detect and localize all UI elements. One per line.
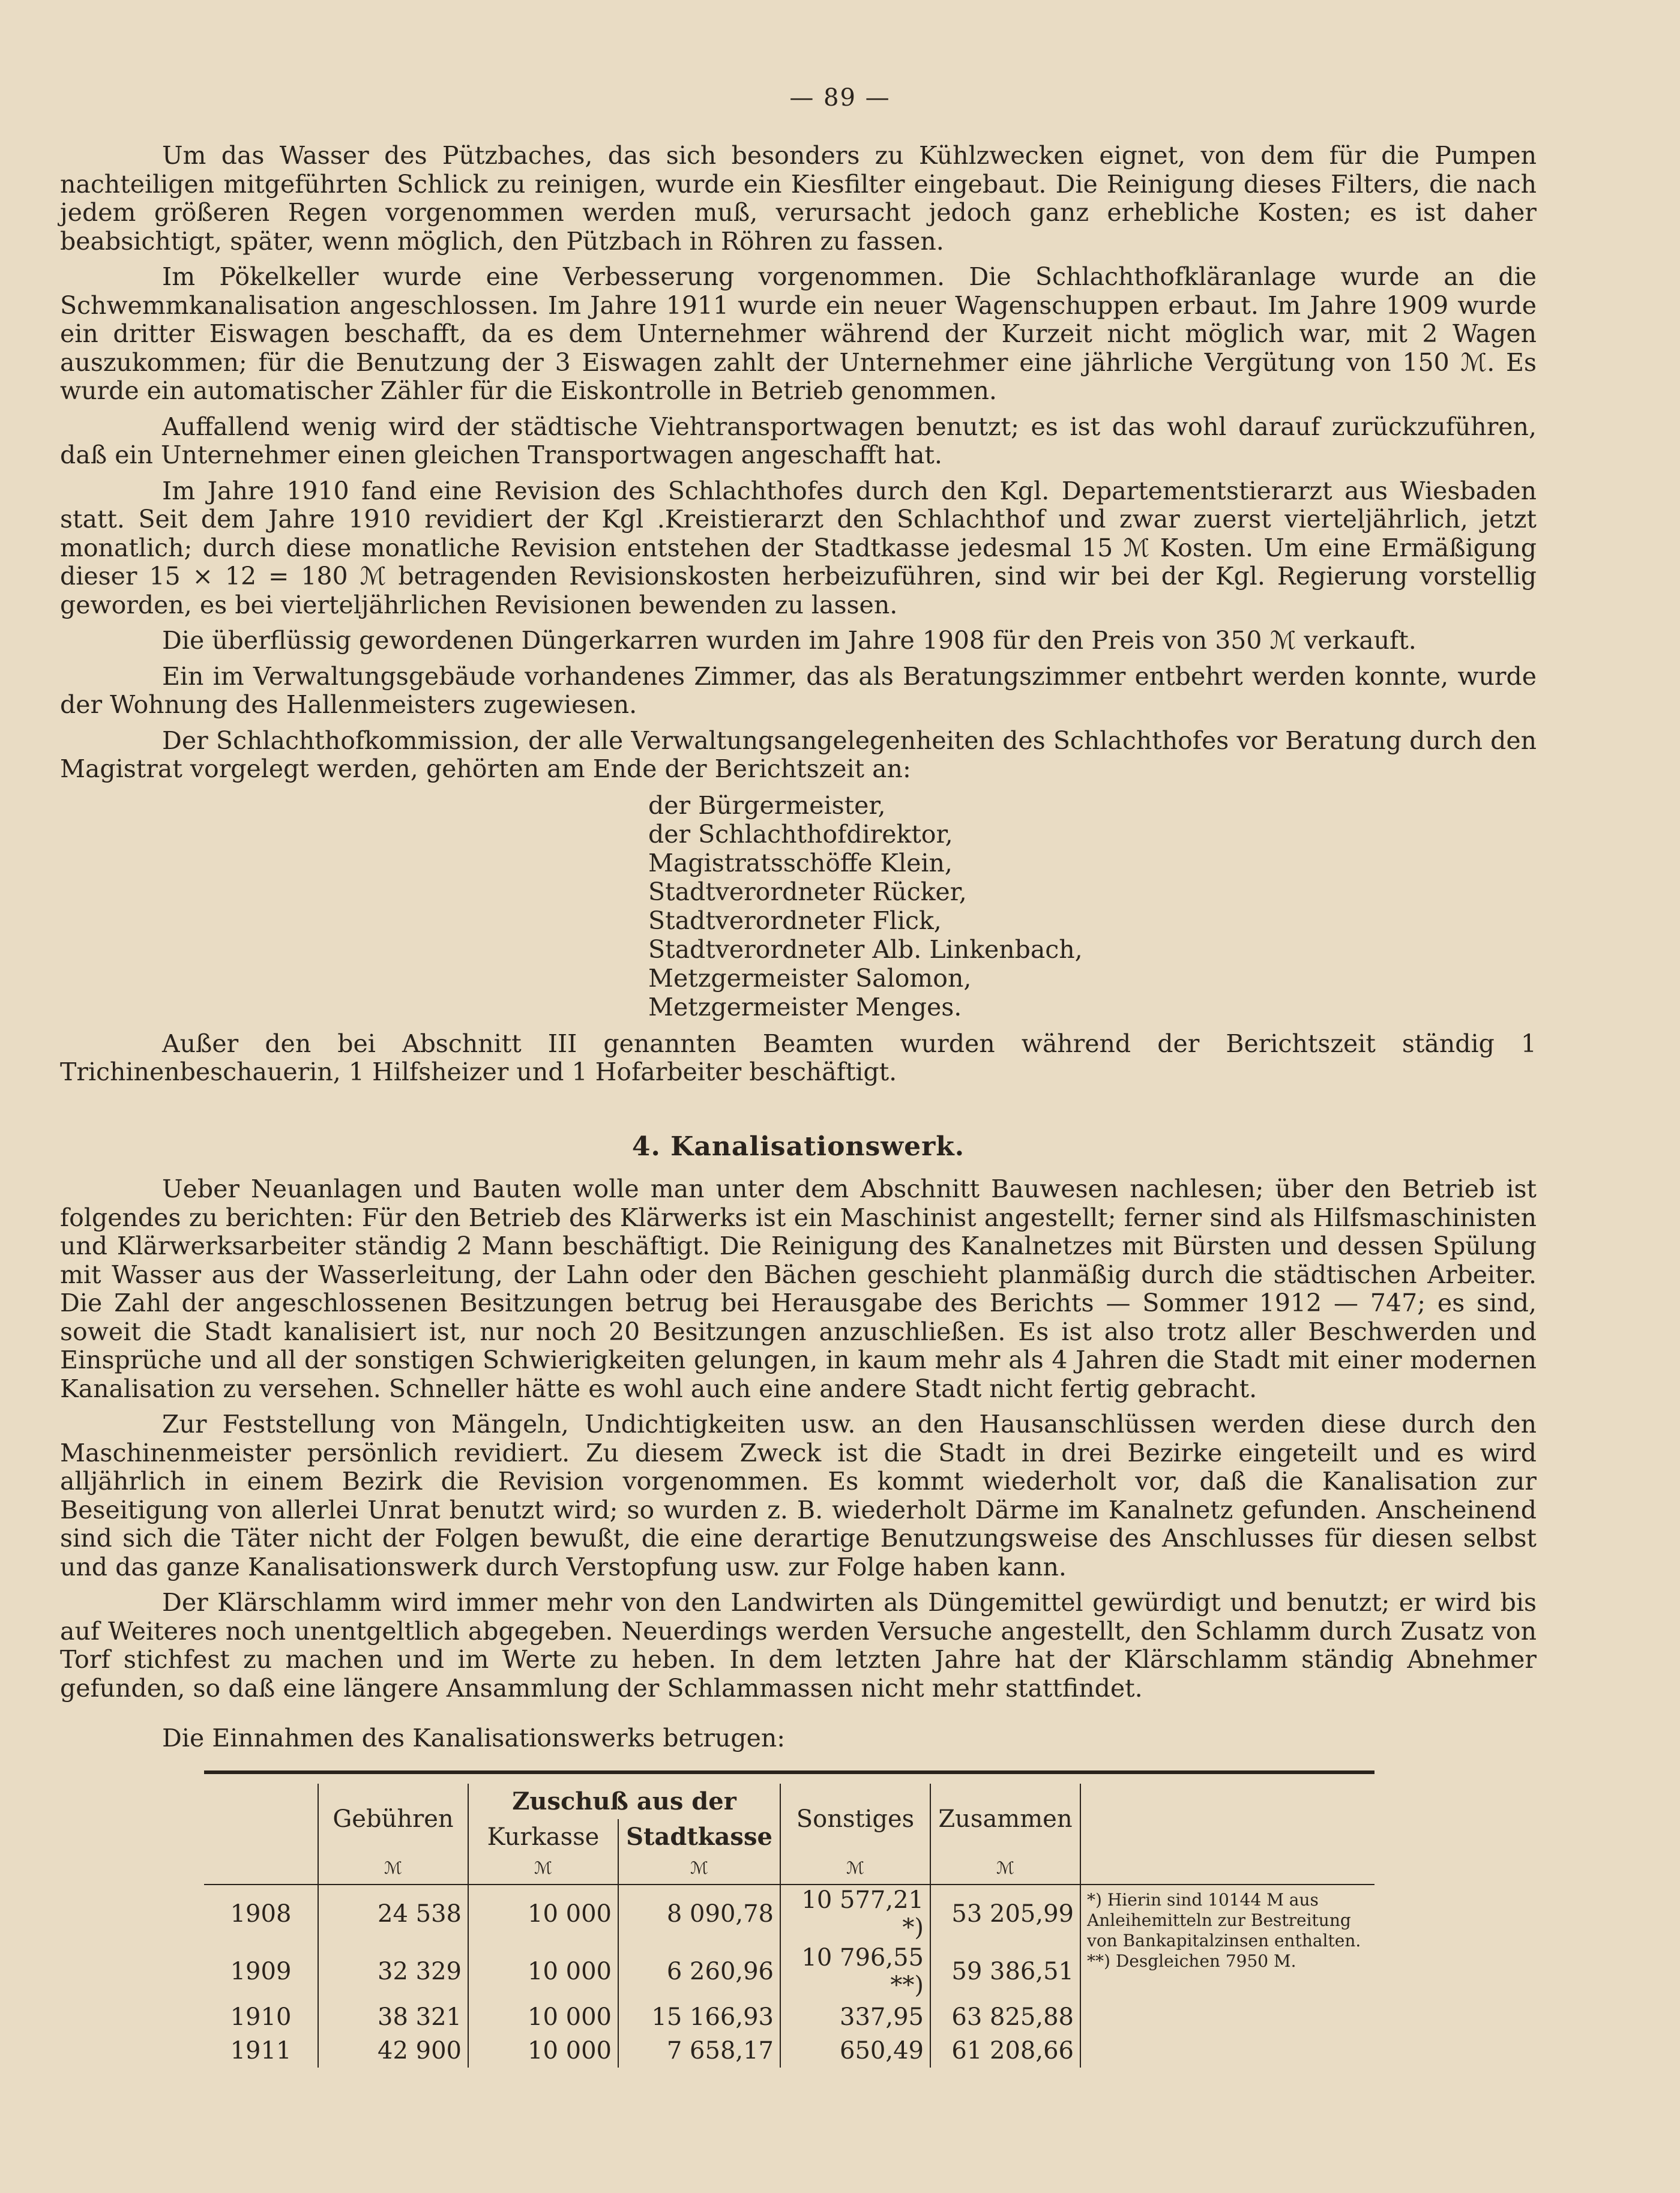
- header-sonstiges: Sonstiges: [780, 1784, 930, 1855]
- unit-cell: ℳ: [618, 1855, 780, 1885]
- table: [204, 1784, 1374, 2068]
- table-row: [204, 1885, 1374, 1943]
- header-zusammen: Zusammen: [930, 1784, 1080, 1855]
- list-item: der Bürgermeister,: [648, 790, 886, 820]
- paragraph: Außer den bei Abschnitt III genannten Beamten wurden während der Berichtszeit ständig 1 Trichinenbeschauerin, 1 Hilfsheizer und 1 Hofarbeiter beschäftigt.: [60, 1029, 1537, 1086]
- page-number: — 89 —: [789, 84, 891, 112]
- header-year: [204, 1784, 318, 1855]
- cell-sonstiges: 337,95: [780, 2000, 930, 2034]
- paragraph: Im Pökelkeller wurde eine Verbesserung vorgenommen. Die Schlachthofkläranlage wurde an die Schwemmkanalisation angeschlossen. Im Jahre 1911 wurde ein neuer Wagenschuppen erbaut. Im Jahre 1909 wurde ein dritter Eiswagen beschafft, da es dem Unternehmer während der Kurzeit nicht möglich war, mit 2 Wagen auszukommen; für die Benutzung der 3 Eiswagen zahlt der Unternehmer eine jährliche Vergütung von 150 ℳ. Es wurde ein automatischer Zähler für die Eiskontrolle in Betrieb genommen.: [60, 262, 1537, 405]
- commission-list: [648, 791, 1537, 1021]
- unit-cell: ℳ: [468, 1855, 618, 1885]
- table-intro: Die Einnahmen des Kanalisationswerks betrugen:: [162, 1724, 786, 1752]
- list-item: Magistratsschöffe Klein,: [648, 848, 953, 877]
- section-heading: 4. Kanalisationswerk.: [631, 1131, 965, 1162]
- paragraph: Um das Wasser des Pützbaches, das sich besonders zu Kühlzwecken eignet, von dem für die Pumpen nachteiligen mitgeführten Schlick zu reinigen, wurde ein Kiesfilter eingebaut. Die Reinigung dieses Filters, die nach jedem größeren Regen vorgenommen werden muß, verursacht jedoch ganz erhebliche Kosten; es ist daher beabsichtigt, später, wenn möglich, den Pützbach in Röhren zu fassen.: [60, 141, 1537, 256]
- cell-sonstiges: 10 796,55 **): [780, 1943, 930, 2000]
- unit-cell: ℳ: [318, 1855, 468, 1885]
- cell-year: 1910: [230, 2003, 292, 2031]
- cell-stadtkasse: 7 658,17: [618, 2034, 780, 2068]
- footnotes: [1080, 1885, 1374, 2068]
- cell-zusammen: 53 205,99: [930, 1885, 1080, 1943]
- list-item: Stadtverordneter Flick,: [648, 906, 942, 935]
- cell-stadtkasse: 15 166,93: [618, 2000, 780, 2034]
- cell-year: 1908: [204, 1885, 318, 1943]
- paragraph: Die überflüssig gewordenen Düngerkarren wurden im Jahre 1908 für den Preis von 350 ℳ verkauft.: [162, 626, 1417, 655]
- cell-sonstiges: 10 577,21 *): [780, 1885, 930, 1943]
- cell-gebuehren: 32 329: [318, 1943, 468, 2000]
- list-item: Metzgermeister Menges.: [648, 992, 962, 1021]
- list-item: Stadtverordneter Alb. Linkenbach,: [648, 934, 1083, 964]
- unit-cell: [1080, 1855, 1374, 1885]
- unit-cell: ℳ: [930, 1855, 1080, 1885]
- cell-zusammen: 59 386,51: [930, 1943, 1080, 2000]
- paragraph: Der Klärschlamm wird immer mehr von den Landwirten als Düngemittel gewürdigt und benutzt; er wird bis auf Weiteres noch unentgeltlich abgegeben. Neuerdings werden Versuche angestellt, den Schlamm durch Zusatz von Torf stichfest zu machen und im Werte zu heben. In dem letzten Jahre hat der Klärschlamm ständig Abnehmer gefunden, so daß eine längere Ansammlung der Schlammassen nicht mehr stattfindet.: [60, 1588, 1537, 1703]
- cell-stadtkasse: 8 090,78: [618, 1885, 780, 1943]
- header-stadtkasse: Stadtkasse: [618, 1819, 780, 1855]
- cell-kurkasse: 10 000: [468, 2034, 618, 2068]
- cell-year: 1911: [230, 2037, 292, 2065]
- list-item: der Schlachthofdirektor,: [648, 819, 953, 849]
- header-kurkasse: Kurkasse: [468, 1819, 618, 1855]
- paragraph: Auffallend wenig wird der städtische Viehtransportwagen benutzt; es ist das wohl darauf zurückzuführen, daß ein Unternehmer einen gleichen Transportwagen angeschafft hat.: [60, 412, 1537, 469]
- table-top-rule: [204, 1770, 1374, 1774]
- list-item: Metzgermeister Salomon,: [648, 963, 972, 993]
- unit-cell: [204, 1855, 318, 1885]
- income-table: [204, 1770, 1374, 2068]
- cell-zusammen: 63 825,88: [930, 2000, 1080, 2034]
- cell-kurkasse: 10 000: [468, 1885, 618, 1943]
- cell-gebuehren: 24 538: [318, 1885, 468, 1943]
- cell-gebuehren: 42 900: [318, 2034, 468, 2068]
- paragraph: Ueber Neuanlagen und Bauten wolle man unter dem Abschnitt Bauwesen nachlesen; über den Betrieb ist folgendes zu berichten: Für den Betrieb des Klärwerks ist ein Maschinist angestellt; ferner sind als Hilfsmaschinisten und Klärwerksarbeiter ständig 2 Mann beschäftigt. Die Reinigung des Kanalnetzes mit Bürsten und dessen Spülung mit Wasser aus der Wasserleitung, der Lahn oder den Bächen geschieht planmäßig durch die städtischen Arbeiter. Die Zahl der angeschlossenen Besitzungen betrug bei Herausgabe des Berichts — Sommer 1912 — 747; es sind, soweit die Stadt kanalisiert ist, nur noch 20 Besitzungen anzuschließen. Es ist also trotz aller Beschwerden und Einsprüche und all der sonstigen Schwierigkeiten gelungen, in kaum mehr als 4 Jahren die Stadt mit einer modernen Kanalisation zu versehen. Schneller hätte es wohl auch eine andere Stadt nicht fertig gebracht.: [60, 1175, 1537, 1403]
- body-text: [60, 142, 1537, 1760]
- cell-year: 1909: [230, 1958, 292, 1985]
- paragraph: Im Jahre 1910 fand eine Revision des Schlachthofes durch den Kgl. Departementstierarzt aus Wiesbaden statt. Seit dem Jahre 1910 revidiert der Kgl .Kreistierarzt den Schlachthof und zwar zuerst vierteljährlich, jetzt monatlich; durch diese monatliche Revision entstehen der Stadtkasse jedesmal 15 ℳ Kosten. Um eine Ermäßigung dieser 15 × 12 = 180 ℳ betragenden Revisionskosten herbeizuführen, sind wir bei der Kgl. Regierung vorstellig geworden, es bei vierteljährlichen Revisionen bewenden zu lassen.: [60, 476, 1537, 619]
- paragraph: Der Schlachthofkommission, der alle Verwaltungsangelegenheiten des Schlachthofes vor Beratung durch den Magistrat vorgelegt werden, gehörten am Ende der Berichtszeit an:: [60, 726, 1537, 783]
- paragraph: Ein im Verwaltungsgebäude vorhandenes Zimmer, das als Beratungszimmer entbehrt werden konnte, wurde der Wohnung des Hallenmeisters zugewiesen.: [60, 661, 1537, 719]
- header-zuschuss: Zuschuß aus der: [468, 1784, 780, 1819]
- list-item: Stadtverordneter Rücker,: [648, 877, 967, 906]
- cell-zusammen: 61 208,66: [930, 2034, 1080, 2068]
- cell-stadtkasse: 6 260,96: [618, 1943, 780, 2000]
- header-notes: [1080, 1784, 1374, 1855]
- cell-sonstiges: 650,49: [780, 2034, 930, 2068]
- footnote: **) Desgleichen 7950 M.: [1087, 1951, 1296, 1971]
- footnote: *) Hierin sind 10144 M aus Anleihemitteln zur Bestreitung von Bankapitalzinsen enthalten.: [1087, 1890, 1361, 1951]
- paragraph: Zur Feststellung von Mängeln, Undichtigkeiten usw. an den Hausanschlüssen werden diese durch den Maschinenmeister persönlich revidiert. Zu diesem Zweck ist die Stadt in drei Bezirke eingeteilt und es wird alljährlich in einem Bezirk die Revision vorgenommen. Es kommt wiederholt vor, daß die Kanalisation zur Beseitigung von allerlei Unrat benutzt wird; so wurden z. B. wiederholt Därme im Kanalnetz gefunden. Anscheinend sind sich die Täter nicht der Folgen bewußt, die eine derartige Benutzungsweise des Anschlusses für diesen selbst und das ganze Kanalisationswerk durch Verstopfung usw. zur Folge haben kann.: [60, 1410, 1537, 1581]
- header-gebuehren: Gebühren: [318, 1784, 468, 1855]
- cell-kurkasse: 10 000: [468, 2000, 618, 2034]
- cell-gebuehren: 38 321: [318, 2000, 468, 2034]
- unit-cell: ℳ: [780, 1855, 930, 1885]
- cell-kurkasse: 10 000: [468, 1943, 618, 2000]
